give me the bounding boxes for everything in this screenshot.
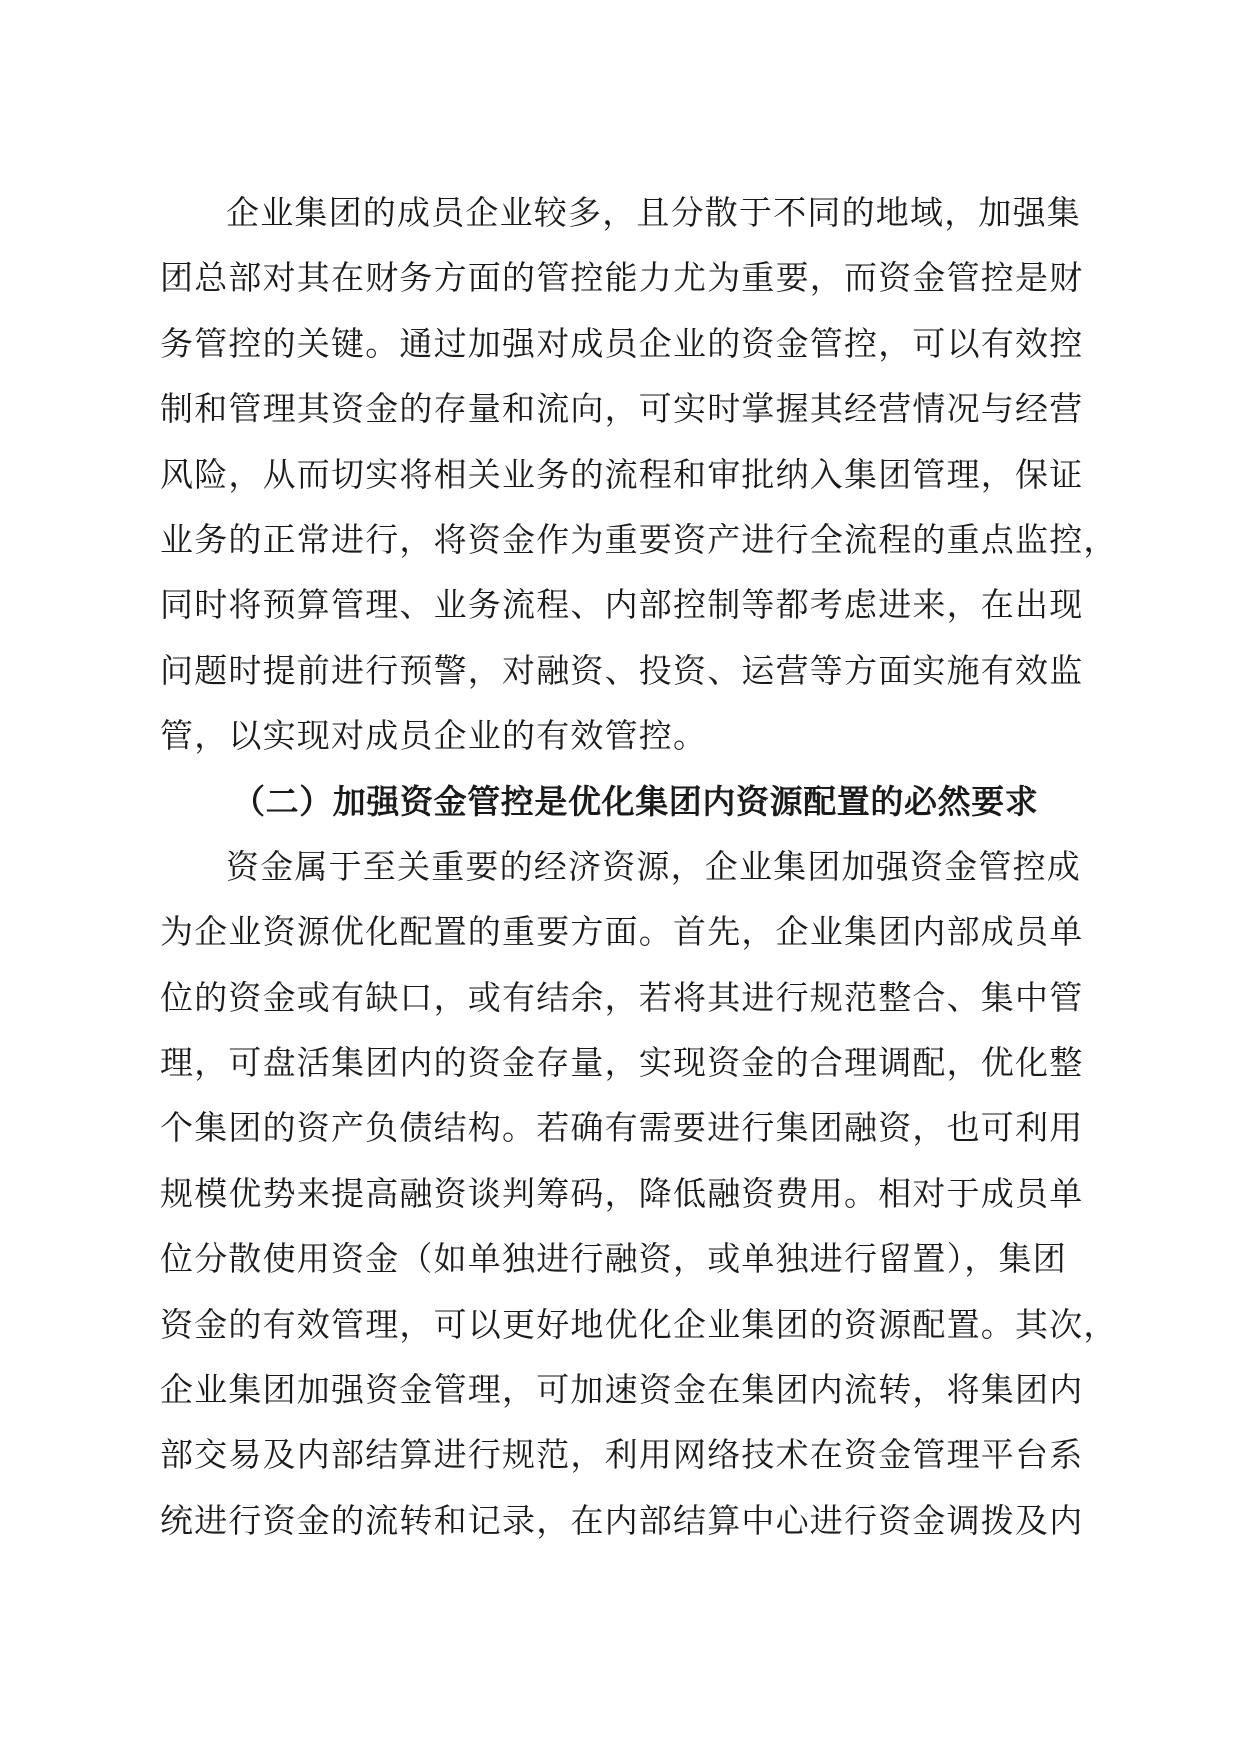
paragraph-2-line: 资金的有效管理，可以更好地优化企业集团的资源配置。其次， <box>160 1304 1118 1344</box>
paragraph-1-line: 问题时提前进行预警，对融资、投资、运营等方面实施有效监 <box>160 650 1084 690</box>
paragraph-2-line: 个集团的资产负债结构。若确有需要进行集团融资，也可利用 <box>160 1108 1084 1148</box>
paragraph-2-line: 位分散使用资金（如单独进行融资，或单独进行留置），集团 <box>160 1239 1067 1279</box>
paragraph-1-line: 务管控的关键。通过加强对成员企业的资金管控，可以有效控 <box>160 323 1084 363</box>
paragraph-1-line: 制和管理其资金的存量和流向，可实时掌握其经营情况与经营 <box>160 389 1084 429</box>
paragraph-1-line: 管，以实现对成员企业的有效管控。 <box>160 716 708 756</box>
document-body <box>160 180 1118 1553</box>
paragraph-1-line: 企业集团的成员企业较多，且分散于不同的地域，加强集 <box>226 193 1081 232</box>
section-heading: （二）加强资金管控是优化集团内资源配置的必然要求 <box>232 781 1039 821</box>
paragraph-2-line: 为企业资源优化配置的重要方面。首先，企业集团内部成员单 <box>160 912 1084 952</box>
paragraph-2-line: 规模优势来提高融资谈判筹码，降低融资费用。相对于成员单 <box>160 1173 1084 1213</box>
paragraph-2-line: 资金属于至关重要的经济资源，企业集团加强资金管控成 <box>226 846 1081 886</box>
paragraph-2-line: 部交易及内部结算进行规范，利用网络技术在资金管理平台系 <box>160 1435 1084 1475</box>
paragraph-2-line: 位的资金或有缺口，或有结余，若将其进行规范整合、集中管 <box>160 977 1084 1017</box>
paragraph-2-line: 理，可盘活集团内的资金存量，实现资金的合理调配，优化整 <box>160 1043 1084 1083</box>
paragraph-1-line: 同时将预算管理、业务流程、内部控制等都考虑进来，在出现 <box>160 585 1084 625</box>
paragraph-1-line: 风险，从而切实将相关业务的流程和审批纳入集团管理，保证 <box>160 454 1084 494</box>
paragraph-1-line: 业务的正常进行，将资金作为重要资产进行全流程的重点监控， <box>160 519 1118 559</box>
paragraph-2-line: 统进行资金的流转和记录，在内部结算中心进行资金调拨及内 <box>160 1500 1084 1540</box>
paragraph-1-line: 团总部对其在财务方面的管控能力尤为重要，而资金管控是财 <box>160 258 1084 298</box>
paragraph-2-line: 企业集团加强资金管理，可加速资金在集团内流转，将集团内 <box>160 1370 1084 1410</box>
